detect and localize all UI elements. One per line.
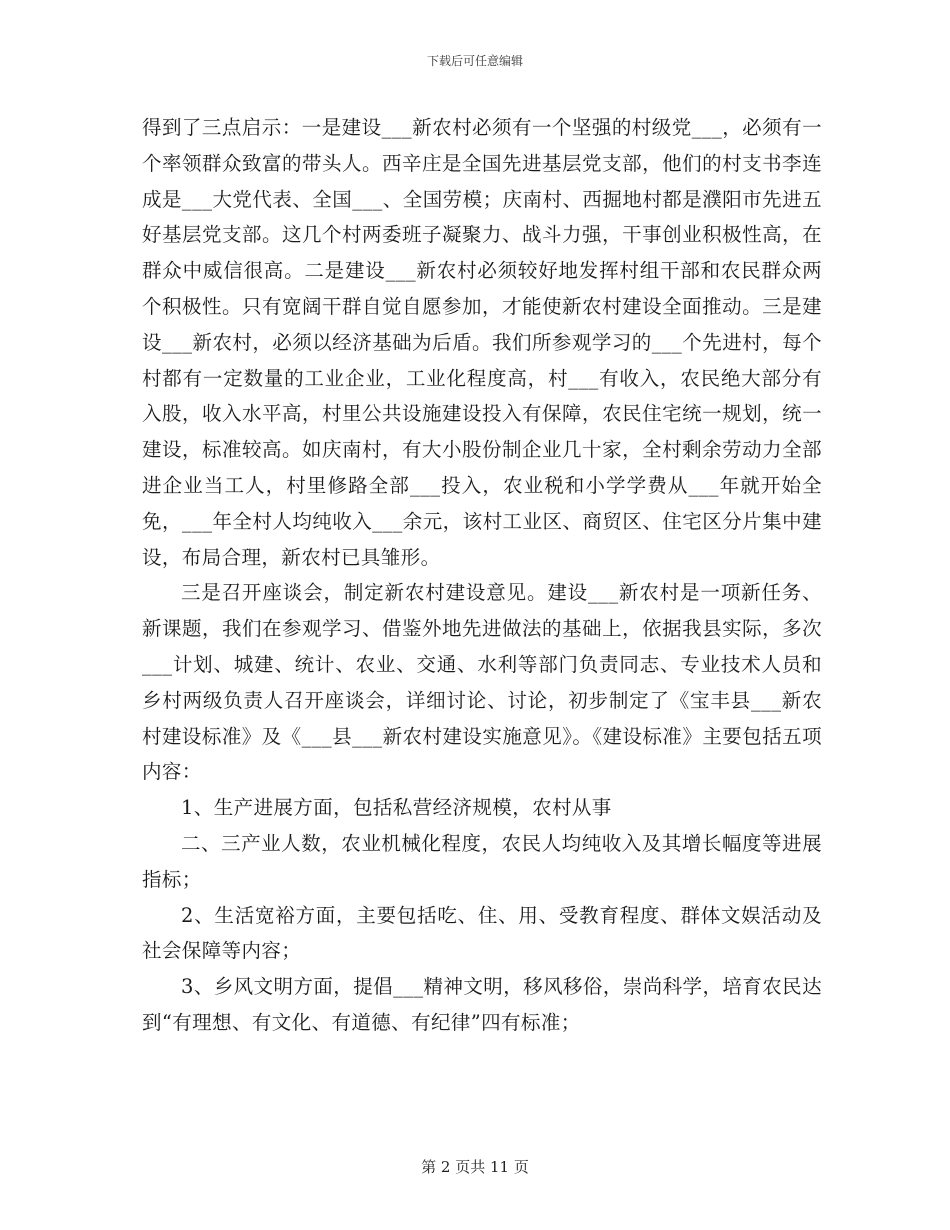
paragraph-item-1: 1、生产进展方面，包括私营经济规模，农村从事 bbox=[181, 796, 612, 820]
paragraph-inspirations: 得到了三点启示：一是建设___新农村必须有一个坚强的村级党___，必须有一个率领群众致富的带头人。西辛庄是全国先进基层党支部，他们的村支书李连成是___大党代表、全国___、全国劳模；庆南村、西掘地村都是濮阳市先进五好基层党支部。这几个村两委班子凝聚力、战斗力强，干事创业积极性高，在群众中威信很高。二是建设___新农村必须较好地发挥村组干部和农民群众两个积极性。只有宽阔干群自觉自愿参加，才能使新农村建设全面推动。三是建设___新农村，必须以经济基础为后盾。我们所参观学习的___个先进村，每个村都有一定数量的工业企业，工业化程度高，村___有收入，农民绝大部分有入股，收入水平高，村里公共设施建设投入有保障，农民住宅统一规划，统一建设，标准较高。如庆南村，有大小股份制企业几十家，全村剩余劳动力全部进企业当工人，村里修路全部___投入，农业税和小学学费从___年就开始全免，___年全村人均纯收入___余元，该村工业区、商贸区、住宅区分片集中建设，布局合理，新农村已具雏形。 bbox=[142, 116, 822, 569]
paragraph-item-2: 2、生活宽裕方面，主要包括吃、住、用、受教育程度、群体文娱活动及社会保障等内容； bbox=[142, 903, 822, 963]
document-body bbox=[142, 110, 822, 1041]
paragraph-item-1-cont: 二、三产业人数，农业机械化程度，农民人均纯收入及其增长幅度等进展指标； bbox=[142, 831, 822, 891]
paragraph-forum: 三是召开座谈会，制定新农村建设意见。建设___新农村是一项新任务、新课题，我们在参观学习、借鉴外地先进做法的基础上，依据我县实际，多次___计划、城建、统计、农业、交通、水利等部门负责同志、专业技术人员和乡村两级负责人召开座谈会，详细讨论、讨论，初步制定了《宝丰县___新农村建设标准》及《___县___新农村建设实施意见》。《建设标准》主要包括五项内容： bbox=[142, 581, 822, 784]
paragraph-item-3: 3、乡风文明方面，提倡___精神文明，移风移俗，崇尚科学，培育农民达到“有理想、有文化、有道德、有纪律”四有标准； bbox=[142, 975, 822, 1034]
page-header: 下载后可任意编辑 bbox=[426, 54, 523, 68]
page-footer: 第 2 页共 11 页 bbox=[421, 1158, 529, 1176]
